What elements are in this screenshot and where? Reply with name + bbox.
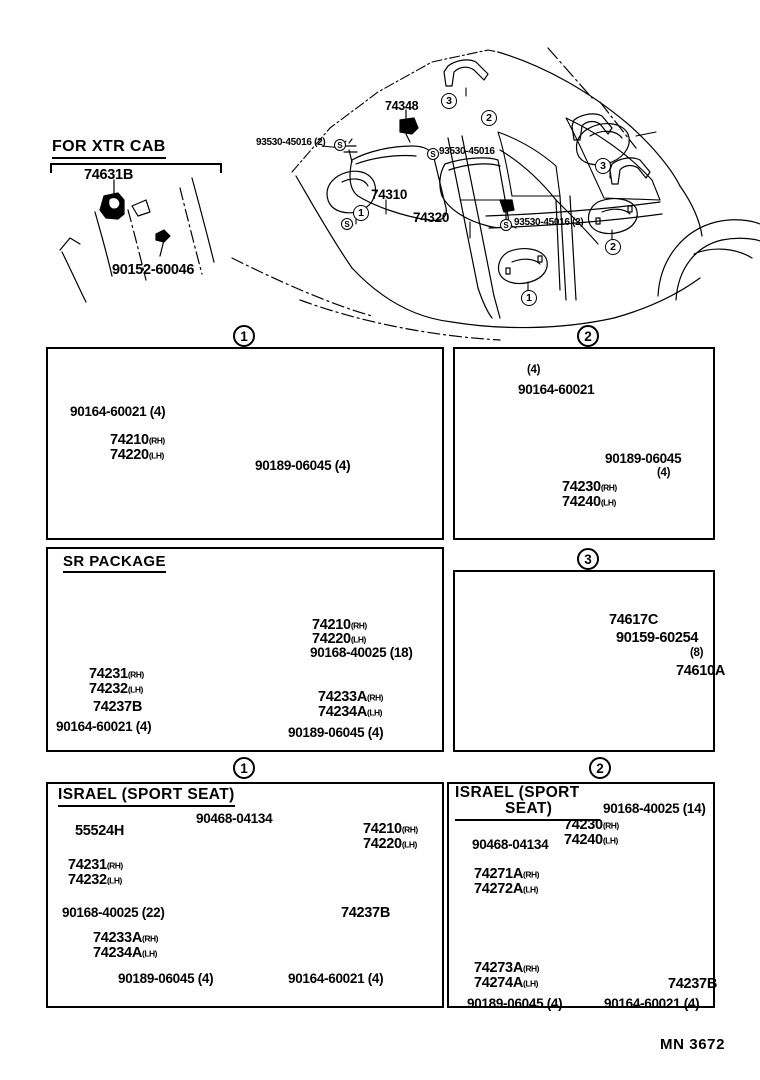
panel-3-circle: 3 <box>577 548 599 570</box>
part-label-90164-60021-p1: 90164-60021 <box>70 404 147 419</box>
panel-1-circle: 1 <box>233 325 255 347</box>
screw-symbol-s-4: S <box>500 219 512 231</box>
vehicle-callout-circle-3a: 3 <box>441 93 457 109</box>
part-label-74220-p1: 74220 <box>110 447 149 463</box>
part-label-74220-il: 74220 <box>363 836 402 852</box>
part-qty-90189-06045-sr: (4) <box>367 725 384 740</box>
part-label-90168-40025-il: 90168-40025 <box>62 905 139 920</box>
part-label-90468-04134-il: 90468-04134 <box>196 811 273 826</box>
part-qty-90164-60021-p2: (4) <box>527 364 541 376</box>
vehicle-callout-circle-1b: 1 <box>521 290 537 306</box>
xtr-cab-header: FOR XTR CAB <box>52 138 166 159</box>
part-label-93530-45016-a: 93530-45016 (2) <box>256 137 326 148</box>
part-hand-74210-sr: (RH) <box>350 620 367 631</box>
part-hand-74231-il: (RH) <box>106 860 123 871</box>
part-label-90164-60021-ir: 90164-60021 <box>604 996 681 1011</box>
part-hand-74231-sr: (RH) <box>127 669 144 680</box>
israel-right-header-line2: SEAT) <box>505 800 553 818</box>
sr-package-header: SR PACKAGE <box>63 553 166 573</box>
part-label-74237b-sr: 74237B <box>93 699 142 715</box>
part-label-90189-06045-il: 90189-06045 <box>118 971 195 986</box>
part-hand-74220-il: (LH) <box>401 839 417 850</box>
part-label-55524h: 55524H <box>75 823 124 839</box>
part-hand-74230-ir: (RH) <box>602 820 619 831</box>
part-label-90164-60021-sr: 90164-60021 <box>56 719 133 734</box>
part-hand-74234a-il: (LH) <box>142 948 157 959</box>
part-hand-74234a-sr: (LH) <box>367 707 382 718</box>
part-qty-90168-40025-ir: (14) <box>682 801 706 816</box>
panel-2 <box>453 347 715 540</box>
panel-3 <box>453 570 715 752</box>
part-label-74210-il: 74210 <box>363 821 402 837</box>
part-label-74240-ir: 74240 <box>564 832 603 848</box>
vehicle-callout-circle-1a: 1 <box>353 205 369 221</box>
screw-symbol-s-2: S <box>341 218 353 230</box>
part-label-93530-45016-b: 93530-45016 <box>439 146 495 157</box>
part-qty-90189-06045-p2: (4) <box>657 467 671 479</box>
part-qty-90189-06045-il: (4) <box>197 971 214 986</box>
vehicle-callout-circle-2b: 2 <box>605 239 621 255</box>
part-hand-74230-p2: (RH) <box>600 482 617 493</box>
panel-1 <box>46 347 444 540</box>
part-label-90189-06045-p2: 90189-06045 <box>605 451 682 466</box>
part-label-74232-il: 74232 <box>68 872 107 888</box>
part-label-74233a-il: 74233A <box>93 930 142 946</box>
part-qty-90189-06045-ir: (4) <box>546 996 563 1011</box>
diagram-id: MN 3672 <box>660 1036 726 1053</box>
israel-right-circle: 2 <box>589 757 611 779</box>
israel-left-header: ISRAEL (SPORT SEAT) <box>58 786 235 807</box>
part-label-74237b-ir: 74237B <box>668 976 717 992</box>
part-hand-74232-il: (LH) <box>106 875 122 886</box>
israel-right-header-line1: ISRAEL (SPORT <box>455 784 580 801</box>
part-qty-90168-40025-il: (22) <box>141 905 165 920</box>
part-label-74230-p2: 74230 <box>562 479 601 495</box>
part-label-74232-sr: 74232 <box>89 681 128 697</box>
part-hand-74273a-ir: (RH) <box>523 963 539 974</box>
part-hand-74240-ir: (LH) <box>602 835 618 846</box>
part-label-90189-06045-sr: 90189-06045 <box>288 725 365 740</box>
part-label-74610a: 74610A <box>676 663 725 679</box>
part-qty-90168-40025-sr: (18) <box>389 645 413 660</box>
part-hand-74210-p1: (RH) <box>148 435 165 446</box>
part-label-90152-60046: 90152-60046 <box>112 262 195 278</box>
part-label-74231-sr: 74231 <box>89 666 128 682</box>
part-label-74240-p2: 74240 <box>562 494 601 510</box>
part-hand-74240-p2: (LH) <box>600 497 616 508</box>
part-hand-74274a-ir: (LH) <box>523 978 538 989</box>
part-label-90164-60021-p2: 90164-60021 <box>518 382 595 397</box>
panel-2-circle: 2 <box>577 325 599 347</box>
part-qty-90159-60254: (8) <box>690 647 704 659</box>
part-hand-74220-p1: (LH) <box>148 450 164 461</box>
part-label-74234a-il: 74234A <box>93 945 142 961</box>
part-label-74220-sr: 74220 <box>312 631 351 647</box>
part-label-74234a-sr: 74234A <box>318 704 367 720</box>
part-hand-74233a-il: (RH) <box>142 933 158 944</box>
part-label-93530-45016-c: 93530-45016 (2) <box>514 217 584 228</box>
part-label-90168-40025-sr: 90168-40025 <box>310 645 387 660</box>
part-label-90164-60021-il: 90164-60021 <box>288 971 365 986</box>
part-label-90168-40025-ir: 90168-40025 <box>603 801 680 816</box>
xtr-cab-bracket <box>50 163 222 173</box>
part-qty-90189-06045-p1: (4) <box>334 458 351 473</box>
part-label-74271a-ir: 74271A <box>474 866 523 882</box>
part-label-74273a-ir: 74273A <box>474 960 523 976</box>
part-hand-74210-il: (RH) <box>401 824 418 835</box>
part-label-74320: 74320 <box>413 210 450 225</box>
screw-symbol-s-1: S <box>334 139 346 151</box>
israel-right-header <box>455 785 600 821</box>
part-hand-74233a-sr: (RH) <box>367 692 383 703</box>
part-label-74272a-ir: 74272A <box>474 881 523 897</box>
part-qty-90164-60021-il: (4) <box>367 971 384 986</box>
part-label-74233a-sr: 74233A <box>318 689 367 705</box>
part-label-74231-il: 74231 <box>68 857 107 873</box>
part-qty-90164-60021-sr: (4) <box>135 719 152 734</box>
part-hand-74272a-ir: (LH) <box>523 884 538 895</box>
vehicle-callout-circle-2a: 2 <box>481 110 497 126</box>
israel-left-circle: 1 <box>233 757 255 779</box>
part-label-74230-ir: 74230 <box>564 817 603 833</box>
part-label-90159-60254: 90159-60254 <box>616 630 699 646</box>
part-label-74631b: 74631B <box>84 167 133 183</box>
part-label-74617c: 74617C <box>609 612 658 628</box>
part-label-90189-06045-p1: 90189-06045 <box>255 458 332 473</box>
vehicle-callout-circle-3b: 3 <box>595 158 611 174</box>
part-hand-74220-sr: (LH) <box>350 634 366 645</box>
part-label-90468-04134-ir: 90468-04134 <box>472 837 549 852</box>
part-qty-90164-60021-ir: (4) <box>683 996 700 1011</box>
part-label-74210-p1: 74210 <box>110 432 149 448</box>
part-label-74348: 74348 <box>385 99 419 113</box>
part-qty-90164-60021-p1: (4) <box>149 404 166 419</box>
part-label-74274a-ir: 74274A <box>474 975 523 991</box>
part-hand-74271a-ir: (RH) <box>523 869 539 880</box>
part-label-74210-sr: 74210 <box>312 617 351 633</box>
part-label-74310: 74310 <box>371 187 408 202</box>
screw-symbol-s-3: S <box>427 148 439 160</box>
part-hand-74232-sr: (LH) <box>127 684 143 695</box>
part-label-74237b-il: 74237B <box>341 905 390 921</box>
part-label-90189-06045-ir: 90189-06045 <box>467 996 544 1011</box>
